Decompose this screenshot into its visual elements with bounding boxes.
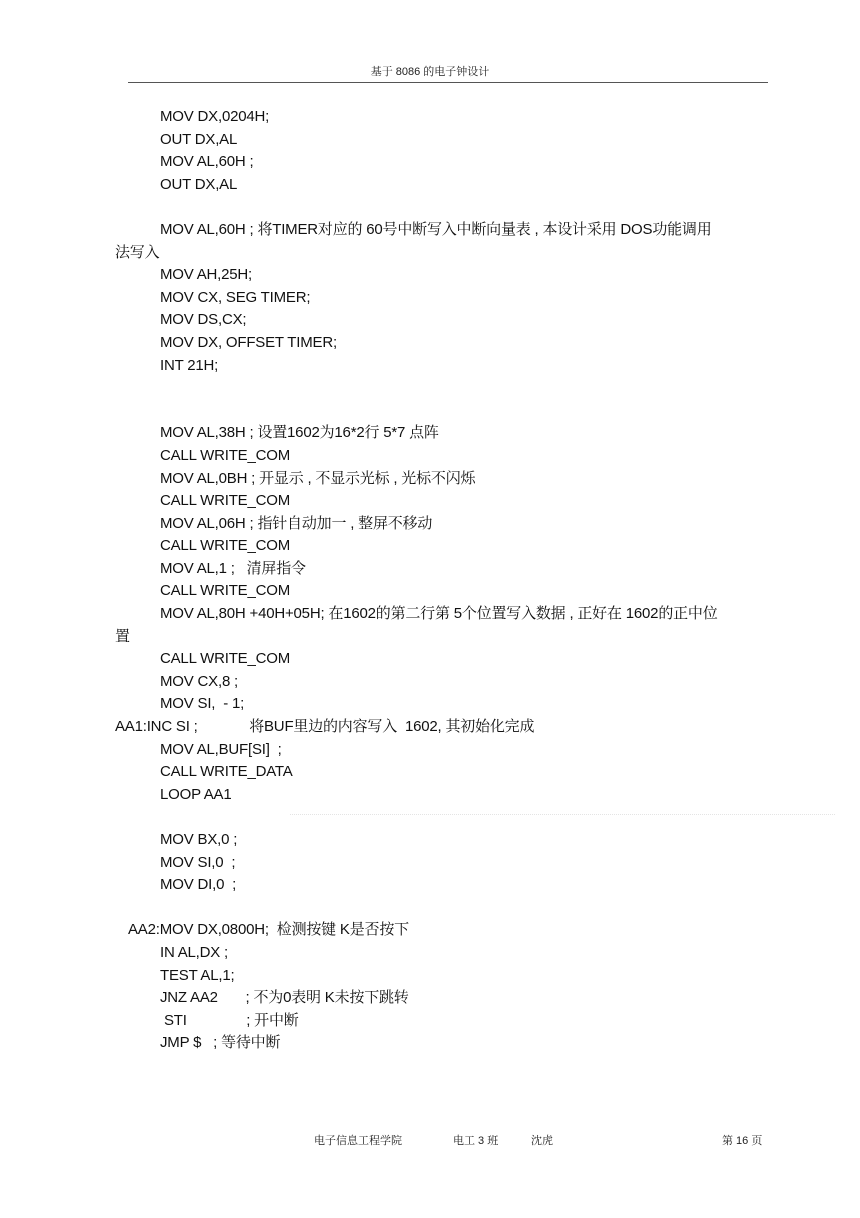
code-line: MOV BX,0 ;: [160, 831, 238, 848]
code-line: MOV SI,0 ;: [160, 853, 236, 871]
code-line: OUT DX,AL: [160, 175, 238, 193]
code-line: MOV DS,CX;: [160, 311, 247, 329]
code-line: MOV AL,60H ; 将TIMER对应的 60号中断写入中断向量表 , 本设计采用 DOS功能调用: [160, 220, 712, 238]
code-line: IN AL,DX ;: [160, 943, 229, 961]
code-line: LOOP AA1: [160, 785, 232, 803]
code-line: MOV AL,38H ; 设置1602为16*2行 5*7 点阵: [160, 424, 439, 442]
faint-dotted-divider: [290, 814, 835, 815]
code-line: CALL WRITE_DATA: [160, 763, 293, 781]
blank-line: [0, 806, 860, 829]
blank-line: [0, 400, 860, 423]
code-line: STI ; 开中断: [164, 1011, 299, 1029]
code-line: MOV CX, SEG TIMER;: [160, 288, 311, 306]
code-line: MOV AL,BUF[SI] ;: [160, 740, 282, 758]
code-line-label: AA2:MOV DX,0800H; 检测按键 K是否按下: [128, 921, 409, 939]
code-line: MOV DI,0 ;: [160, 876, 237, 894]
code-line: INT 21H;: [160, 356, 219, 374]
code-line: MOV AL,1 ; 清屏指令: [160, 559, 306, 577]
code-listing: [0, 106, 860, 1055]
code-line: MOV SI, - 1;: [160, 695, 245, 713]
code-line: JMP $ ; 等待中断: [160, 1034, 281, 1052]
footer-school: 电子信息工程学院: [314, 1135, 402, 1147]
code-line: OUT DX,AL: [160, 130, 238, 148]
code-line-wrap: 法写入: [115, 243, 160, 261]
footer-author: 沈虎: [531, 1135, 553, 1147]
code-line: CALL WRITE_COM: [160, 582, 290, 600]
code-line: CALL WRITE_COM: [160, 492, 290, 510]
code-line: MOV CX,8 ;: [160, 672, 239, 690]
code-line: TEST AL,1;: [160, 966, 235, 984]
code-line: MOV AL,0BH ; 开显示 , 不显示光标 , 光标不闪烁: [160, 469, 476, 487]
code-line: CALL WRITE_COM: [160, 650, 290, 668]
code-line: MOV AH,25H;: [160, 266, 252, 284]
code-line: JNZ AA2 ; 不为0表明 K未按下跳转: [160, 989, 409, 1007]
code-line: MOV AL,06H ; 指针自动加一 , 整屏不移动: [160, 514, 433, 532]
code-line: CALL WRITE_COM: [160, 446, 290, 464]
code-line: MOV DX,0204H;: [160, 108, 270, 125]
header-divider: [128, 82, 768, 83]
code-line: MOV DX, OFFSET TIMER;: [160, 333, 337, 351]
blank-line: [0, 377, 860, 400]
footer-page-number: 第 16 页: [722, 1135, 763, 1147]
code-line-label: AA1:INC SI ; 将BUF里边的内容写入 1602, 其初始化完成: [115, 718, 535, 736]
code-line: MOV AL,80H +40H+05H; 在1602的第二行第 5个位置写入数据 , 正好在 1602的正中位: [160, 605, 718, 623]
footer-class: 电工 3 班: [453, 1135, 499, 1147]
page-header-title: 基于 8086 的电子钟设计: [370, 66, 490, 78]
code-line-wrap: 置: [115, 627, 130, 645]
code-line: MOV AL,60H ;: [160, 153, 254, 171]
blank-line: [0, 897, 860, 920]
blank-line: [0, 196, 860, 219]
code-line: CALL WRITE_COM: [160, 537, 290, 555]
